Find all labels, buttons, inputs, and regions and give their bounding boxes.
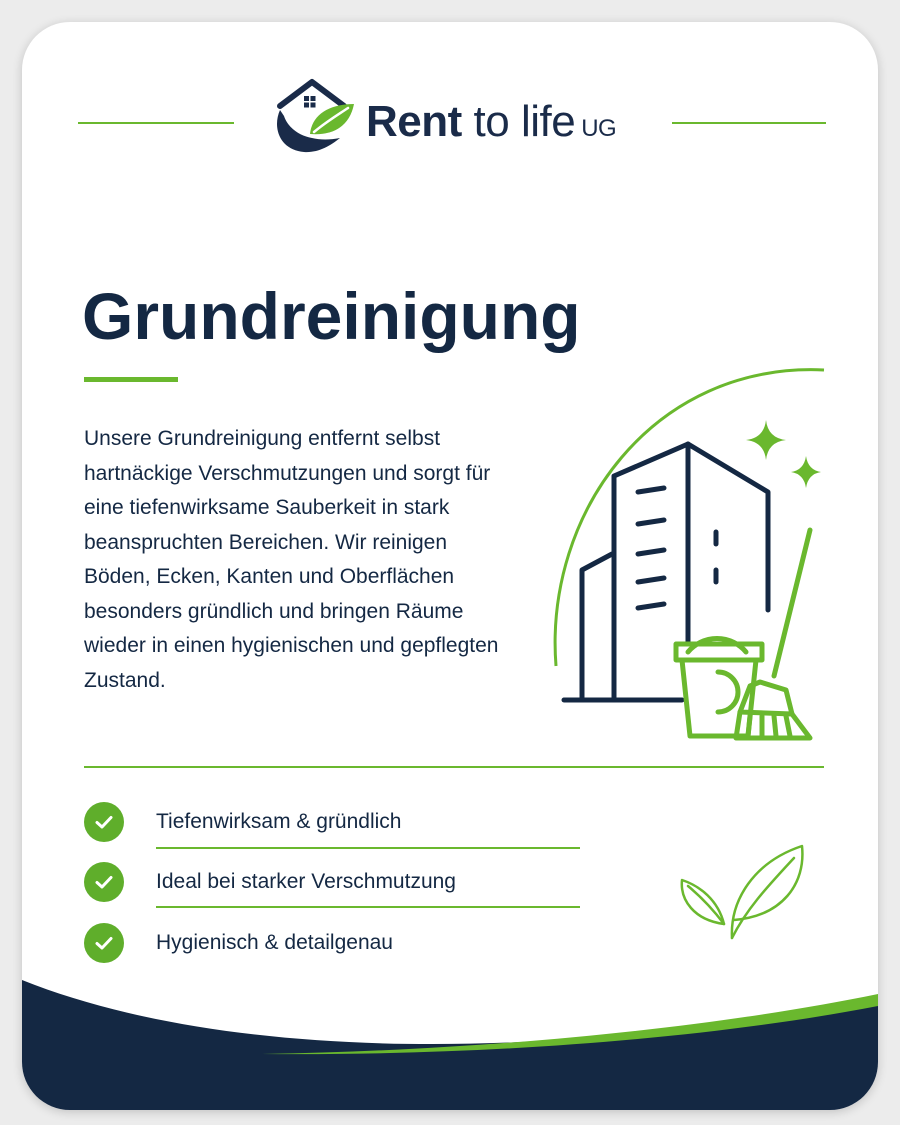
brand-name (366, 94, 616, 157)
service-description: Unsere Grundreinigung entfernt selbst hartnäckige Verschmutzungen und sorgt für eine tiefenwirksame Sauberkeit in stark beanspruchten Bereichen. Wir reinigen Böden, Ecken, Kanten und Oberflächen besonders gründlich und bringen Räume wieder in einen hygienischen und gepflegten Zustand. (84, 427, 499, 692)
feature-label: Ideal bei starker Verschmutzung (156, 870, 456, 893)
section-divider (84, 766, 824, 768)
header-line-left (78, 122, 234, 124)
brand-word-life: life (520, 97, 576, 146)
check-circle-icon (84, 923, 124, 963)
feature-item (84, 862, 456, 902)
feature-divider (156, 847, 580, 849)
leaves-icon (674, 840, 812, 944)
brand-suffix: UG (581, 115, 617, 142)
title-underline (84, 377, 178, 382)
feature-label: Hygienisch & detailgenau (156, 931, 393, 954)
feature-item (84, 923, 393, 963)
brand-word-rent: Rent (366, 97, 462, 146)
check-circle-icon (84, 862, 124, 902)
check-circle-icon (84, 802, 124, 842)
building-bucket-broom-sparkles-icon (534, 342, 834, 742)
house-hand-leaf-icon (270, 76, 358, 158)
feature-label: Tiefenwirksam & gründlich (156, 810, 402, 833)
page-title: Grundreinigung (82, 279, 581, 353)
brand-word-to: to (473, 97, 510, 146)
feature-item (84, 802, 402, 842)
feature-divider (156, 906, 580, 908)
footer-wave (22, 980, 878, 1110)
service-card (22, 22, 878, 1110)
header-line-right (672, 122, 826, 124)
